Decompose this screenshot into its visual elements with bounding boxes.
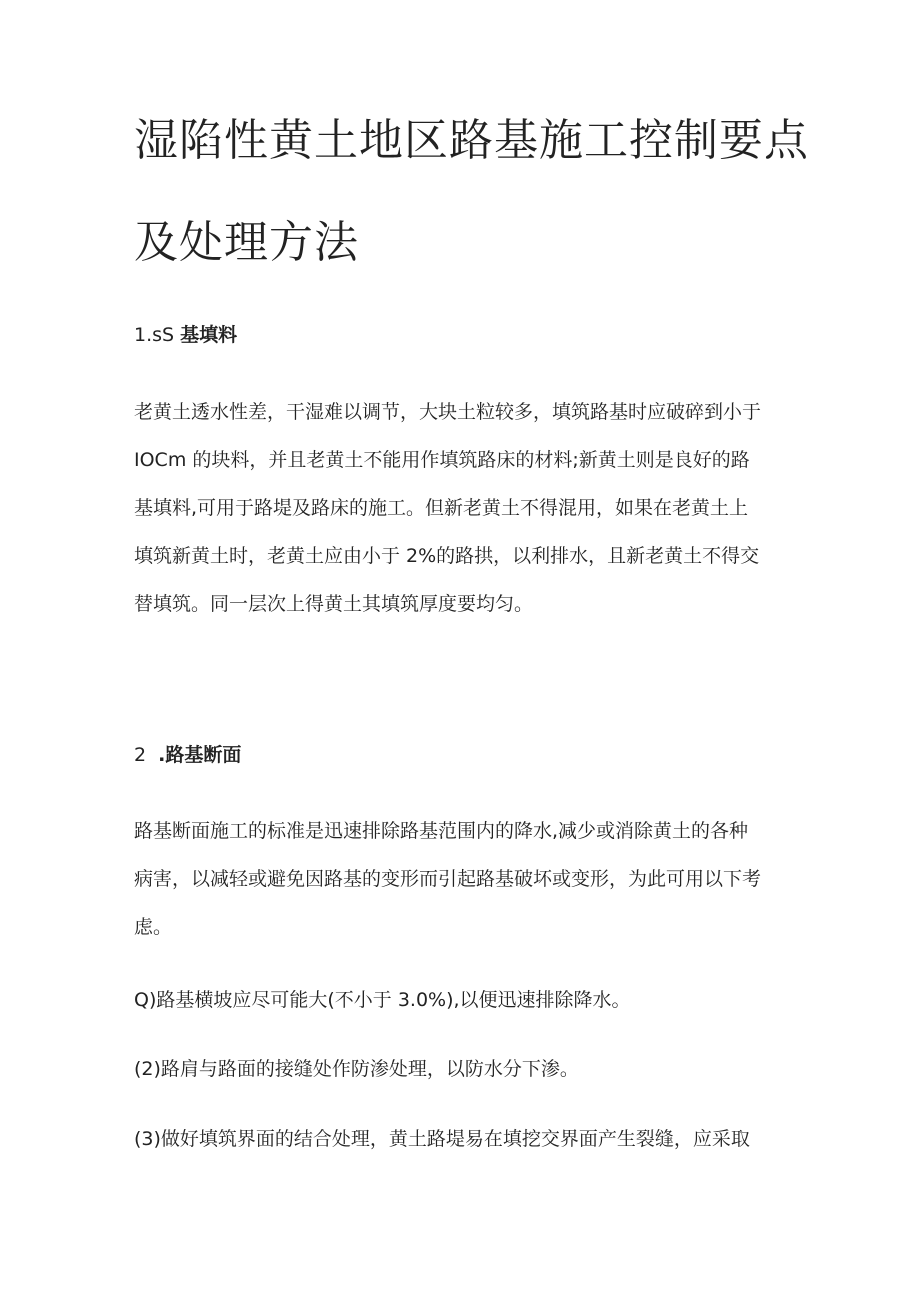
- section-2-item-1: [134, 976, 794, 1024]
- document-title-line-1: 湿陷性黄土地区路基施工控制要点: [134, 115, 809, 166]
- section-1-title: 基填料: [180, 324, 238, 346]
- paragraph-line: 替填筑。同一层次上得黄土其填筑厚度要均匀。: [134, 593, 534, 615]
- section-2-title: .路基断面: [158, 744, 242, 766]
- section-2-number: 2: [134, 744, 159, 766]
- list-item: Q)路基横坡应尽可能大(不小于 3.0%),以便迅速排除降水。: [134, 989, 631, 1011]
- paragraph-line: IOCm 的块料，并且老黄土不能用作填筑路床的材料;新黄土则是良好的路: [134, 449, 750, 471]
- paragraph-line: 填筑新黄土时，老黄土应由小于 2%的路拱，以利排水，且新老黄土不得交: [134, 545, 760, 567]
- section-1-heading: [134, 320, 237, 347]
- section-2-item-3: [134, 1115, 794, 1163]
- section-1-paragraph: [134, 388, 794, 628]
- document-title-line-2: 及处理方法: [134, 217, 359, 268]
- paragraph-line: 基填料,可用于路堤及路床的施工。但新老黄土不得混用，如果在老黄土上: [134, 497, 749, 519]
- section-1-number: 1.sS: [134, 324, 181, 346]
- paragraph-line: 病害，以减轻或避免因路基的变形而引起路基破坏或变形，为此可用以下考: [134, 868, 762, 890]
- section-2-heading: [134, 740, 241, 767]
- paragraph-line: 虑。: [134, 916, 173, 938]
- list-item: (2)路肩与路面的接缝处作防渗处理，以防水分下渗。: [134, 1058, 579, 1080]
- section-2-item-2: [134, 1045, 794, 1093]
- paragraph-line: 老黄土透水性差，干湿难以调节，大块土粒较多，填筑路基时应破碎到小于: [134, 401, 762, 423]
- section-2-intro-paragraph: [134, 807, 794, 951]
- list-item: (3)做好填筑界面的结合处理，黄土路堤易在填挖交界面产生裂缝，应采取: [134, 1128, 750, 1150]
- paragraph-line: 路基断面施工的标准是迅速排除路基范围内的降水,减少或消除黄土的各种: [134, 820, 749, 842]
